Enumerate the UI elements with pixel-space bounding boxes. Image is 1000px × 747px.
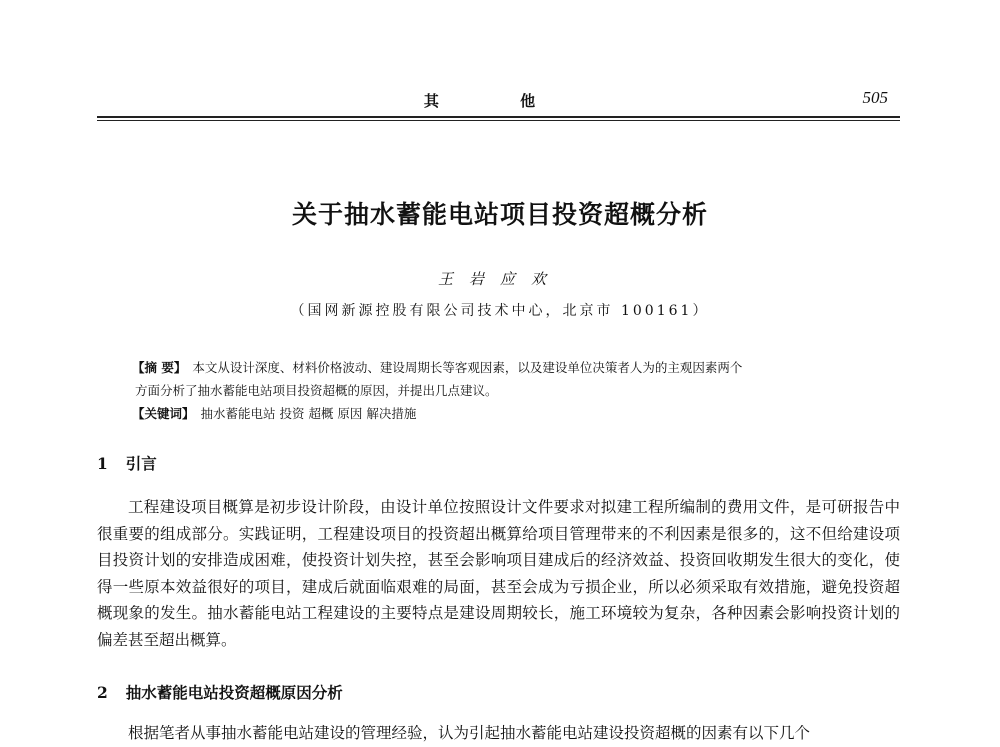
keywords-label: 【关键词】 <box>132 406 195 421</box>
page-number: 505 <box>862 88 888 107</box>
keywords-text: 抽水蓄能电站 投资 超概 原因 解决措施 <box>200 406 417 421</box>
paragraph: 工程建设项目概算是初步设计阶段，由设计单位按照设计文件要求对拟建工程所编制的费用文件，是可研报告中很重要的组成部分。实践证明，工程建设项目的投资超出概算给项目管理带来的不利因素是很多的，这不但给建设项目投资计划的安排造成困难，使投资计划失控，甚至会影响项目建成后的经济效益、投资回收期发生很大的变化，使得一些原本效益很好的项目，建成后就面临艰难的局面，甚至会成为亏损企业，所以必须采取有效措施，避免投资超概现象的发生。抽水蓄能电站工程建设的主要特点是建设周期较长，施工环境较为复杂，各种因素会影响投资计划的偏差甚至超出概算。 <box>97 498 900 649</box>
section-number: 2 <box>97 683 108 702</box>
abstract-label: 【摘 要】 <box>132 360 187 375</box>
section-number: 1 <box>97 454 108 473</box>
section-title: 引言 <box>125 454 157 473</box>
authors: 王岩应欢 <box>437 270 562 288</box>
section-1-body <box>97 494 900 653</box>
section-2-body <box>97 720 900 747</box>
section-heading-1 <box>97 452 157 474</box>
abstract-text-1: 本文从设计深度、材料价格波动、建设周期长等客观因素，以及建设单位决策者人为的主观因素两个 <box>192 360 743 375</box>
paragraph: 根据笔者从事抽水蓄能电站建设的管理经验，认为引起抽水蓄能电站建设投资超概的因素有以下几个 <box>128 724 811 742</box>
abstract-line-1 <box>132 356 882 379</box>
header-rule-thick <box>97 116 900 119</box>
keywords-line <box>132 402 882 425</box>
paper-title: 关于抽水蓄能电站项目投资超概分析 <box>291 200 708 229</box>
section-title: 抽水蓄能电站投资超概原因分析 <box>125 683 343 702</box>
header-rule-thin <box>97 120 900 121</box>
affiliation: （国网新源控股有限公司技术中心，北京市 100161） <box>290 303 710 319</box>
abstract-block <box>132 356 882 425</box>
abstract-line-2: 方面分析了抽水蓄能电站项目投资超概的原因，并提出几点建议。 <box>135 383 498 398</box>
running-header-section: 其 他 <box>423 92 574 110</box>
section-heading-2 <box>97 681 343 703</box>
running-header <box>97 86 900 116</box>
